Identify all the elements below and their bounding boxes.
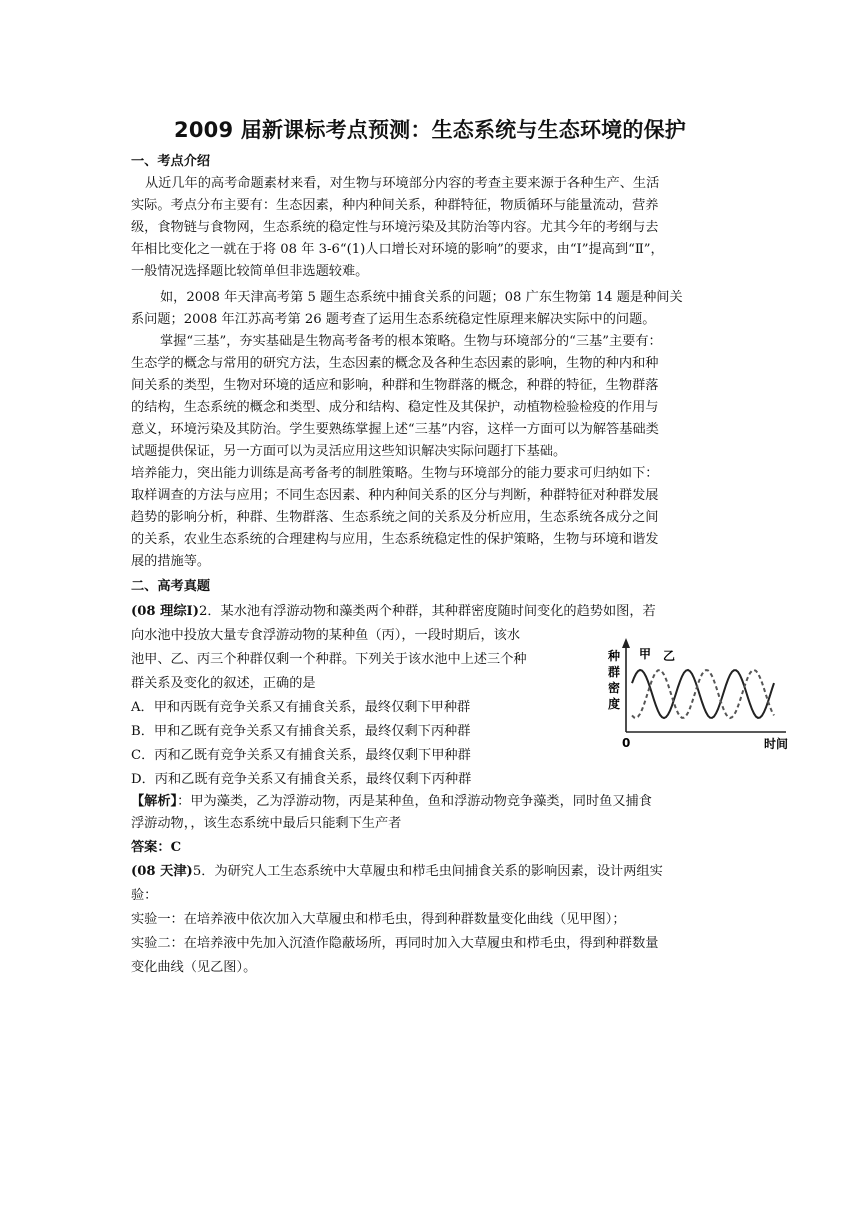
answer-line (131, 837, 181, 859)
page-title: 2009 届新课标考点预测：生态系统与生态环境的保护 (174, 118, 686, 142)
question-1-line: 向水池中投放大量专食浮游动物的某种鱼（丙），一段时期后，该水 (131, 628, 521, 643)
question-2-line (131, 861, 663, 883)
analysis-line (131, 791, 652, 813)
paragraph-line: 年相比变化之一就在于将 08 年 3-6“(1)人口增长对环境的影响”的要求，由“Ⅰ”提高到“Ⅱ”， (131, 242, 664, 257)
paragraph-line: 实际。考点分布主要有：生态因素，种内种间关系，种群特征，物质循环与能量流动，营养 (131, 198, 659, 213)
paragraph-line: 培养能力，突出能力训练是高考备考的制胜策略。生物与环境部分的能力要求可归纳如下： (131, 466, 659, 481)
y-axis-label-char: 种 (608, 649, 621, 663)
question-1-option-d: D．丙和乙既有竞争关系又有捕食关系，最终仅剩下丙种群 (131, 772, 472, 787)
question-1-option-a: A．甲和丙既有竞争关系又有捕食关系，最终仅剩下甲种群 (131, 700, 471, 715)
y-axis-label-char: 度 (608, 697, 621, 711)
y-axis-label-char: 群 (608, 665, 621, 679)
paragraph-line: 展的措施等。 (131, 554, 211, 569)
question-2-line: 变化曲线（见乙图）。 (131, 960, 257, 975)
question-1-source: (08 理综Ⅰ) (131, 604, 199, 619)
analysis-label: 【解析】 (131, 794, 178, 809)
y-axis-arrow (622, 638, 630, 648)
question-2-stem: 5．为研究人工生态系统中大草履虫和栉毛虫间捕食关系的影响因素，设计两组实 (192, 864, 663, 879)
analysis-text: ：甲为藻类，乙为浮游动物，丙是某种鱼，鱼和浮游动物竞争藻类，同时鱼又捕食 (177, 794, 652, 809)
paragraph-line: 意义，环境污染及其防治。学生要熟练掌握上述“三基”内容，这样一方面可以为解答基础类 (131, 422, 659, 437)
paragraph-line: 的结构，生态系统的概念和类型、成分和结构、稳定性及其保护，动植物检验检疫的作用与 (131, 400, 659, 415)
section2-heading: 二、高考真题 (131, 579, 211, 594)
question-1-line: 群关系及变化的叙述，正确的是 (131, 676, 316, 691)
question-1-line (131, 601, 656, 623)
paragraph-line: 生态学的概念与常用的研究方法，生态因素的概念及各种生态因素的影响，生物的种内和种 (131, 356, 659, 371)
paragraph-line: 掌握“三基”，夯实基础是生物高考备考的根本策略。生物与环境部分的“三基”主要有： (160, 334, 662, 349)
series-jia-label: 甲 (639, 647, 652, 661)
series-yi-label: 乙 (663, 649, 676, 663)
paragraph-line: 的关系，农业生态系统的合理建构与应用，生态系统稳定性的保护策略，生物与环境和谐发 (131, 532, 659, 547)
paragraph-line: 试题提供保证，另一方面可以为灵活应用这些知识解决实际问题打下基础。 (131, 444, 567, 459)
question-2-line: 实验一：在培养液中依次加入大草履虫和栉毛虫，得到种群数量变化曲线（见甲图）； (131, 912, 626, 927)
paragraph-line: 取样调查的方法与应用；不同生态因素、种内种间关系的区分与判断，种群特征对种群发展 (131, 488, 659, 503)
paragraph-line: 间关系的类型，生物对环境的适应和影响，种群和生物群落的概念，种群的特征，生物群落 (131, 378, 659, 393)
paragraph-line: 一般情况选择题比较简单但非选题较难。 (131, 264, 369, 279)
origin-label: 0 (622, 736, 631, 750)
paragraph-line: 系问题；2008 年江苏高考第 26 题考查了运用生态系统稳定性原理来解决实际中的问题。 (131, 312, 656, 327)
question-1-stem: 2．某水池有浮游动物和藻类两个种群，其种群密度随时间变化的趋势如图，若 (198, 604, 656, 619)
question-1-option-c: C．丙和乙既有竞争关系又有捕食关系，最终仅剩下甲种群 (131, 748, 471, 763)
population-density-chart (606, 636, 806, 756)
question-2-source: (08 天津) (131, 864, 193, 879)
question-2-line: 实验二：在培养液中先加入沉渣作隐蔽场所，再同时加入大草履虫和栉毛虫，得到种群数量 (131, 936, 659, 951)
x-axis-label: 时间 (764, 737, 789, 751)
question-1-line: 池甲、乙、丙三个种群仅剩一个种群。下列关于该水池中上述三个种 (131, 652, 527, 667)
paragraph-line: 趋势的影响分析，种群、生物群落、生态系统之间的关系及分析应用，生态系统各成分之间 (131, 510, 659, 525)
paragraph-line: 如，2008 年天津高考第 5 题生态系统中捕食关系的问题；08 广东生物第 14 题是种间关 (160, 290, 683, 305)
question-1-option-b: B．甲和乙既有竞争关系又有捕食关系，最终仅剩下丙种群 (131, 724, 471, 739)
analysis-line: 浮游动物，，该生态系统中最后只能剩下生产者 (131, 816, 402, 831)
paragraph-line: 从近几年的高考命题素材来看，对生物与环境部分内容的考查主要来源于各种生产、生活 (145, 176, 660, 191)
question-2-line: 验： (131, 888, 158, 903)
y-axis-label-char: 密 (608, 681, 621, 695)
paragraph-line: 级，食物链与食物网，生态系统的稳定性与环境污染及其防治等内容。尤其今年的考纲与去 (131, 220, 659, 235)
answer-label: 答案： (131, 840, 171, 855)
section1-heading: 一、考点介绍 (131, 154, 211, 169)
answer-value: C (170, 840, 182, 855)
